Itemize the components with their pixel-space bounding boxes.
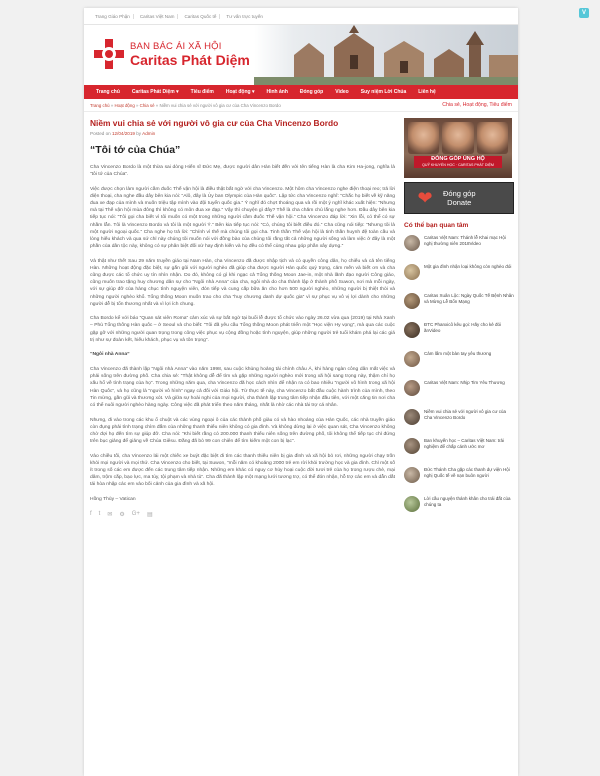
- nav-home[interactable]: Trang chủ: [96, 89, 120, 95]
- cathedral-illustration: [254, 25, 518, 85]
- heart-hand-icon: ❤: [417, 188, 433, 208]
- related-thumbnail: [404, 467, 420, 483]
- nav-hinh-anh[interactable]: Hình ảnh: [266, 89, 288, 95]
- related-item-title[interactable]: Một gia đình nhận loại không còn nghèo đói: [424, 264, 512, 269]
- meta-posted-prefix: Posted on: [90, 131, 112, 136]
- article-paragraph: Cha Vincenzo Bordo là một thừa sai dòng Hiến sĩ Đức Mẹ, được người dân Hàn biết đến với tên tiếng Hàn là cha Kim Ha-jong, nghĩa là “tôi tớ của Chúa”.: [90, 165, 395, 178]
- donation-ad-subtitle: QUỸ KHUYẾN HỌC · CARITAS PHÁT DIỆM: [422, 163, 494, 167]
- print-icon[interactable]: ▤: [146, 511, 153, 518]
- donation-ad-banner[interactable]: [404, 118, 512, 178]
- article-paragraph: Vào chiều tối, cha Vincenzo lái một chiếc xe buýt đặc biệt đi tìm các thanh thiếu niên bị gia đình và xã hội bỏ rơi, những người chạy trốn khỏi mọi người và mọi thứ. Cha Vincenzo cho biết, tại Suwon, “mỗi năm có khoảng 2000 trẻ em rời khỏi trường học và gia đình. Chỉ một số ít trong số các em được đến các trung tâm tiếp nhận. Những em khác có nguy cơ hủy hoại cuộc đời tươi trẻ của họ trong rượu chè, mại dâm, trộm cắp, bạo lực, ma túy, tội phạm và nhà tù”. Cha đã thành lập một mạng lưới tương trợ, có thể đón nhận, hỗ trợ các em và dẫn dắt tái hòa nhập các em vào bối cảnh của gia đình và xã hội.: [90, 453, 395, 488]
- article-main: [90, 118, 395, 518]
- pinterest-icon[interactable]: ⚙: [119, 511, 125, 518]
- donation-ad-title: ĐÓNG GÓP ỦNG HỘ: [431, 156, 485, 162]
- related-item[interactable]: [404, 380, 514, 400]
- main-navigation: [84, 85, 518, 99]
- top-link-caritas-vn[interactable]: Caritas Việt Nam: [137, 14, 179, 19]
- breadcrumb-separator: »: [134, 102, 140, 108]
- related-thumbnail: [404, 496, 420, 512]
- related-item[interactable]: [404, 235, 514, 255]
- nav-lien-he[interactable]: Liên hệ: [418, 89, 436, 95]
- article-signature: Hồng Thủy – Vatican: [90, 496, 136, 502]
- nav-tieu-diem[interactable]: Tiêu điểm: [190, 89, 214, 95]
- page-container: [84, 8, 518, 776]
- nav-dong-gop[interactable]: Đóng góp: [299, 89, 324, 95]
- breadcrumb-bar: [84, 99, 518, 112]
- related-thumbnail: [404, 438, 420, 454]
- article-paragraph: Và thật như thế! Sau 29 năm truyền giáo tại Nam Hàn, cha Vincenzo đã được nhập tịch và có quyền công dân, họ chiếu và cả tên tiếng Hàn. Những hoạt động đặc biệt, sự gắn gũi với người nghèo đã giúp cha được người Hàn quốc quý trọng, cảm mến và biết ơn và cha cũng được các tổ chức uy tín nhìn nhận. Do đó, không có gì khi ngạc cả Tổng thống Moon Jae-in, một nhà lãnh đạo người Công giáo, cũng muốn trao tặng huy chương dân sự cho “Ngôi nhà Anna” của cha, ngôi nhà do cha thành lập ở thành phố Suwon, nơi mà mỗi ngày, với sự giúp đỡ của hàng chục tình nguyện viên, đón tiếp và cung cấp bữa ăn cho hơn 500 người nghèo, những người bị thiệt thòi và những người nghèo khổ. Tổng thống Moon muốn trao cho cha “huy chương danh dự quốc gia” vì sự phục vụ vô vị lợi dành cho những người dễ bị tổn thương nhất và vì lợi ích chung.: [90, 258, 395, 307]
- donate-line2: Donate: [447, 198, 472, 207]
- related-thumbnail: [404, 322, 420, 338]
- article-author[interactable]: Admin: [142, 131, 156, 136]
- article-title: Niềm vui chia sẻ với người vô gia cư của Cha Vincenzo Bordo: [90, 118, 339, 128]
- related-item[interactable]: [404, 409, 514, 429]
- share-bar: [90, 511, 395, 518]
- article-section-heading: “Ngôi nhà Anna”: [90, 352, 130, 358]
- related-item[interactable]: [404, 351, 514, 371]
- article-meta: [90, 131, 395, 136]
- breadcrumb-chia-se[interactable]: Chia sẻ: [139, 102, 155, 108]
- related-item[interactable]: [404, 496, 514, 516]
- nav-suy-niem[interactable]: Suy niệm Lời Chúa: [360, 89, 407, 95]
- google-plus-icon[interactable]: G+: [131, 510, 140, 517]
- logo-line2: Caritas Phát Diệm: [130, 51, 250, 68]
- email-icon[interactable]: ✉: [107, 511, 113, 518]
- related-item[interactable]: [404, 293, 514, 313]
- related-item-title[interactable]: Đức Thánh Cha gặp các thanh dự viện Hội nghị Quốc tế về nạn buôn người: [424, 467, 510, 478]
- sidebar: [404, 118, 514, 525]
- breadcrumb-current: Niềm vui chia sẻ với người vô gia cư của Cha Vincenzo Bordo: [159, 102, 281, 108]
- breadcrumb: [90, 103, 281, 108]
- nav-video[interactable]: Video: [335, 89, 349, 95]
- nav-caritas-phat-diem[interactable]: Caritas Phát Diệm ▾: [131, 89, 179, 95]
- related-item[interactable]: [404, 438, 514, 458]
- related-thumbnail: [404, 235, 420, 251]
- related-item[interactable]: [404, 467, 514, 487]
- donate-button[interactable]: [404, 182, 514, 214]
- children-photo: [408, 122, 508, 154]
- related-item-title[interactable]: Caritas Việt Nam: Nhịp Tim Yêu Thương: [424, 380, 505, 385]
- related-thumbnail: [404, 351, 420, 367]
- meta-by: by: [134, 131, 143, 136]
- related-thumbnail: [404, 293, 420, 309]
- top-links-bar: [84, 8, 518, 25]
- header-cathedral-banner: [254, 25, 518, 85]
- twitter-icon[interactable]: t: [98, 510, 101, 517]
- article-paragraph: Việc được chọn làm người cầm đuốc Thế vận hội là điều thật bất ngờ với cha Vincenzo. Một hôm cha Vincenzo nghe điện thoại reo; trả lời điện thoại, cha nghe đầu dây bên kia nói: “Alô, đây là Ủy ban Olympic của Hàn quốc”. Lập tức cha Vincenzo nghĩ: “Chắc họ biết về kỹ năng đua xe đạp của mình và muốn triệu tập mình vào đội tuyển quốc gia.” Ý nghĩ đó chợt thoáng qua và rồi một ý nghĩ khác xuất hiện: “Nhưng mà tại Thế vận hội mùa đông thì không có môn đua xe đạp.” Vậy thì chuyện gì đây? Thế là cha chăm chú lắng nghe hơn. Đầu dây bên kia tiếp tục nói: “Tôi gọi cha biết vì tôi muốn có một trong những người cầm đuốc Thế vận hội.” Cha Vincenzo đáp lời: “Xin lỗi, có thể có sự nhầm lẫn. Tôi là Vincenzo Bordo và tôi là một người Ý.” Bên kia tiếp tục nói: “Có, chúng tôi biết điều đó.” Cha cũng nói tiếp: “Nhưng tôi là một người ngoại quốc.” Cha nghe họ trả lời: “Chính vì thế mà chúng tôi gọi cha. Tinh thần Thế vận hội là tinh thần huynh đệ toàn cầu và lòng hiếu khách và qua sứ chỉ này chúng tôi muốn nói với đồng bào của chúng tôi rằng tất cả những người sống và làm việc ở đây là một phần của dân tộc này, không có sự phân biệt đối xử hay định kiến và họ đều có thể cùng nhau góp phần xây dựng.”: [90, 186, 395, 250]
- related-item-title[interactable]: ĐTC Phanxicô kêu gọi: Hãy cho kẻ đói ănVideo: [424, 322, 502, 333]
- donation-ad-label: [414, 156, 502, 168]
- breadcrumb-hoat-dong[interactable]: Hoạt động: [114, 102, 135, 108]
- site-header: [84, 25, 518, 85]
- article-subtitle: “Tôi tớ của Chúa”: [90, 144, 181, 156]
- related-thumbnail: [404, 380, 420, 396]
- donate-line1: Đóng góp: [443, 189, 476, 198]
- related-item[interactable]: [404, 264, 514, 284]
- site-logo[interactable]: [94, 39, 250, 69]
- nav-hoat-dong[interactable]: Hoạt động ▾: [225, 89, 255, 95]
- related-item-title[interactable]: Caritas Xuân Lộc: Ngày Quốc Tế Bệnh Nhân và Mừng Lễ Bổn Mạng: [424, 293, 514, 304]
- top-link-giao-phan[interactable]: Trang Giáo Phận: [92, 14, 134, 19]
- related-thumbnail: [404, 409, 420, 425]
- related-thumbnail: [404, 264, 420, 280]
- article-paragraph: Cha Bordo kể với báo “Quan sát viên Roma” cảm xúc và sự bất ngờ tại buổi lễ được tổ chức vào ngày 26.02 vừa qua (2019) tại Nhà Xanh – Phủ Tổng thống Hàn quốc – ở Seoul và cho biết: “Tôi đã yêu cầu Tổng thống Moon phát triển một “Học viện Hy vọng”, mà qua các cuộc gặp gỡ với những người quan trọng trong công việc phục vụ cộng đồng hoặc tình nguyện, giúp những người trẻ tuổi khám phá lại các giá trị như sự đoàn kết, hiếu khách, phục vụ và tôn trọng”.: [90, 316, 395, 343]
- top-link-tu-van[interactable]: Tư vấn trực tuyến: [226, 13, 263, 19]
- related-item-title[interactable]: Lời cầu nguyện thánh khân cho trái đất của chúng ta: [424, 496, 511, 507]
- article-paragraph: Cha Vincenzo đã thành lập “Ngôi nhà Anna” vào năm 1998, sau cuộc khủng hoảng tài chính châu Á, khi hàng ngàn công dân mất việc và phải sống trên đường phố. Cha chia sẻ: “Thật không dễ để tìm và gặp những người nghèo mới trong xã hội sang trọng này, thậm chí họ xấu hổ về tình trạng của họ”. Trong những năm qua, cha Vincenzo đã học cách nhìn để nhận ra có bao nhiêu “người vô hình trong xã hội Hàn Quốc”, và họ cũng là “người vô hình” ngay cả đối với Giáo hội. Từ thực tế này, cha Vincenzo bắt đầu cuộc hành trình của mình, theo Tin mừng, gần gũi và thương xót. Và giữa sự hoài nghi của mọi người, cha thành lập trung tâm tiếp nhận đầu tiên, với một căng tin nơi cha có thể nuôi người nghèo hàng ngày. Công việc đã phát triển theo năm tháng, nhất là nhờ các nhà tài trợ cá nhân.: [90, 367, 395, 408]
- article-paragraph: Nhưng, đi vào trong các khu ổ chuột và các vùng ngoại ô của các thành phố giàu có và hào nhoáng của Hàn Quốc, các nhà truyền giáo còn đụng phải tình trạng chìm đắm của những thanh thiếu niên không có gia đình. Và không dừng lại ở việc quan sát, Cha Vincenzo không chờ đợi họ đến tìm sự giúp đỡ. Cha nói: “Khi biết rằng có 200.000 thanh thiếu niên sống trên đường phố, tôi không thể tiếp tục chỉ đứng trên bục giảng để giảng về Chúa Giêsu. Đằng đã bò 99 con chiên để tìm kiếm một con bị lạc”.: [90, 417, 395, 444]
- breadcrumb-home[interactable]: Trang chủ: [90, 102, 110, 108]
- article-date[interactable]: 12/04/2019: [111, 131, 135, 136]
- related-item-title[interactable]: Niềm vui chia sẻ với người vô gia cư của Cha Vincenzo Bordo: [424, 409, 506, 420]
- extension-icon[interactable]: V: [579, 8, 589, 18]
- related-heading: Có thể bạn quan tâm: [404, 222, 469, 229]
- related-item[interactable]: [404, 322, 514, 342]
- related-item-title[interactable]: Ban khuyến học – Caritas Việt Nam: trải nghiệm để chấp cánh ước mơ: [424, 438, 504, 449]
- breadcrumb-separator: »: [109, 102, 115, 108]
- breadcrumb-separator: »: [154, 102, 160, 108]
- top-link-caritas-quoc-te[interactable]: Caritas Quốc tế: [181, 14, 220, 19]
- category-tags[interactable]: Chia sẻ, Hoạt động, Tiêu điểm: [442, 102, 512, 108]
- related-item-title[interactable]: Cảm lấm một bàn tay yêu thương: [424, 351, 492, 356]
- logo-line1: BAN BÁC ÁI XÃ HỘI: [130, 40, 222, 52]
- related-item-title[interactable]: Caritas Việt Nam: Thánh lễ Khai mạc Hội nghị thường niên 2018Video: [424, 235, 506, 246]
- caritas-cross-icon: [94, 39, 124, 69]
- facebook-icon[interactable]: f: [90, 510, 92, 517]
